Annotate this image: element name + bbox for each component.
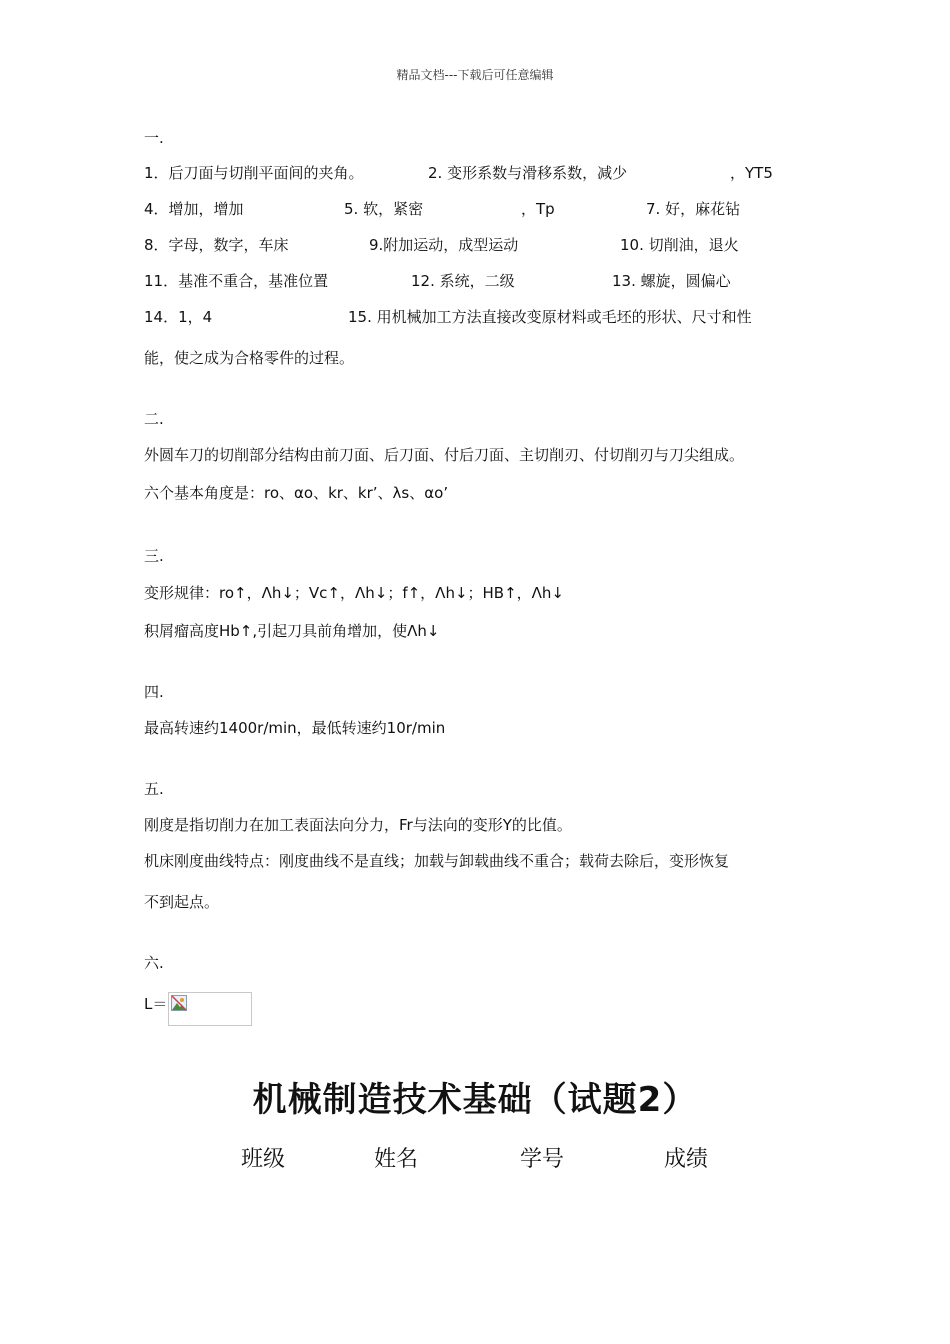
answer-11: 11．基准不重合，基准位置 <box>144 272 329 290</box>
answer-9: 9.附加运动，成型运动 <box>369 236 519 254</box>
answer-4: 4．增加，增加 <box>144 200 244 218</box>
section-3-line-1: 变形规律：ro↑，Λh↓；Vc↑，Λh↓；f↑，Λh↓；HB↑，Λh↓ <box>144 584 564 602</box>
formula-label: L＝ <box>144 995 168 1013</box>
answer-7: 7. 好，麻花钻 <box>646 200 741 218</box>
answer-1: 1．后刀面与切削平面间的夹角。 <box>144 164 364 182</box>
answer-12: 12. 系统，二级 <box>411 272 515 290</box>
answer-8: 8．字母，数字，车床 <box>144 236 289 254</box>
answer-15: 15. 用机械加工方法直接改变原材料或毛坯的形状、尺寸和性 <box>348 308 752 326</box>
broken-image-icon <box>171 995 187 1011</box>
section-5-line-1: 刚度是指切削力在加工表面法向分力，Fr与法向的变形Y的比值。 <box>144 816 572 834</box>
answer-15-cont: 能，使之成为合格零件的过程。 <box>144 349 355 367</box>
page-header: 精品文档---下载后可任意编辑 <box>396 68 554 82</box>
answer-6: ，Tp <box>521 200 555 218</box>
section-2-line-1: 外圆车刀的切削部分结构由前刀面、后刀面、付后刀面、主切削刃、付切削刃与刀尖组成。 <box>144 446 745 464</box>
section-5-title: 五. <box>144 780 164 798</box>
section-4-title: 四. <box>144 683 164 701</box>
answer-14: 14．1，4 <box>144 308 213 326</box>
answer-10: 10. 切削油，退火 <box>620 236 739 254</box>
answer-3: ，YT5 <box>730 164 773 182</box>
formula-image-placeholder <box>168 992 252 1026</box>
answer-2: 2. 变形系数与滑移系数，减少 <box>428 164 628 182</box>
section-1-title: 一. <box>144 129 164 147</box>
section-3-title: 三. <box>144 547 164 565</box>
field-name: 姓名 <box>374 1147 419 1172</box>
section-2-line-2: 六个基本角度是：ro、αo、kr、kr’、λs、αo’ <box>144 484 449 502</box>
section-6-title: 六. <box>144 954 164 972</box>
section-5-line-3: 不到起点。 <box>144 893 220 911</box>
section-4-line-1: 最高转速约1400r/min，最低转速约10r/min <box>144 719 446 737</box>
field-score: 成绩 <box>664 1147 709 1172</box>
answer-5: 5. 软，紧密 <box>344 200 424 218</box>
exam-title: 机械制造技术基础（试题2） <box>252 1080 698 1120</box>
field-student-id: 学号 <box>520 1147 565 1172</box>
answer-13: 13. 螺旋，圆偏心 <box>612 272 731 290</box>
section-5-line-2: 机床刚度曲线特点：刚度曲线不是直线；加载与卸载曲线不重合；载荷去除后，变形恢复 <box>144 852 730 870</box>
field-class: 班级 <box>241 1147 286 1172</box>
section-3-line-2: 积屑瘤高度Hb↑,引起刀具前角增加，使Λh↓ <box>144 622 440 640</box>
section-2-title: 二. <box>144 410 164 428</box>
